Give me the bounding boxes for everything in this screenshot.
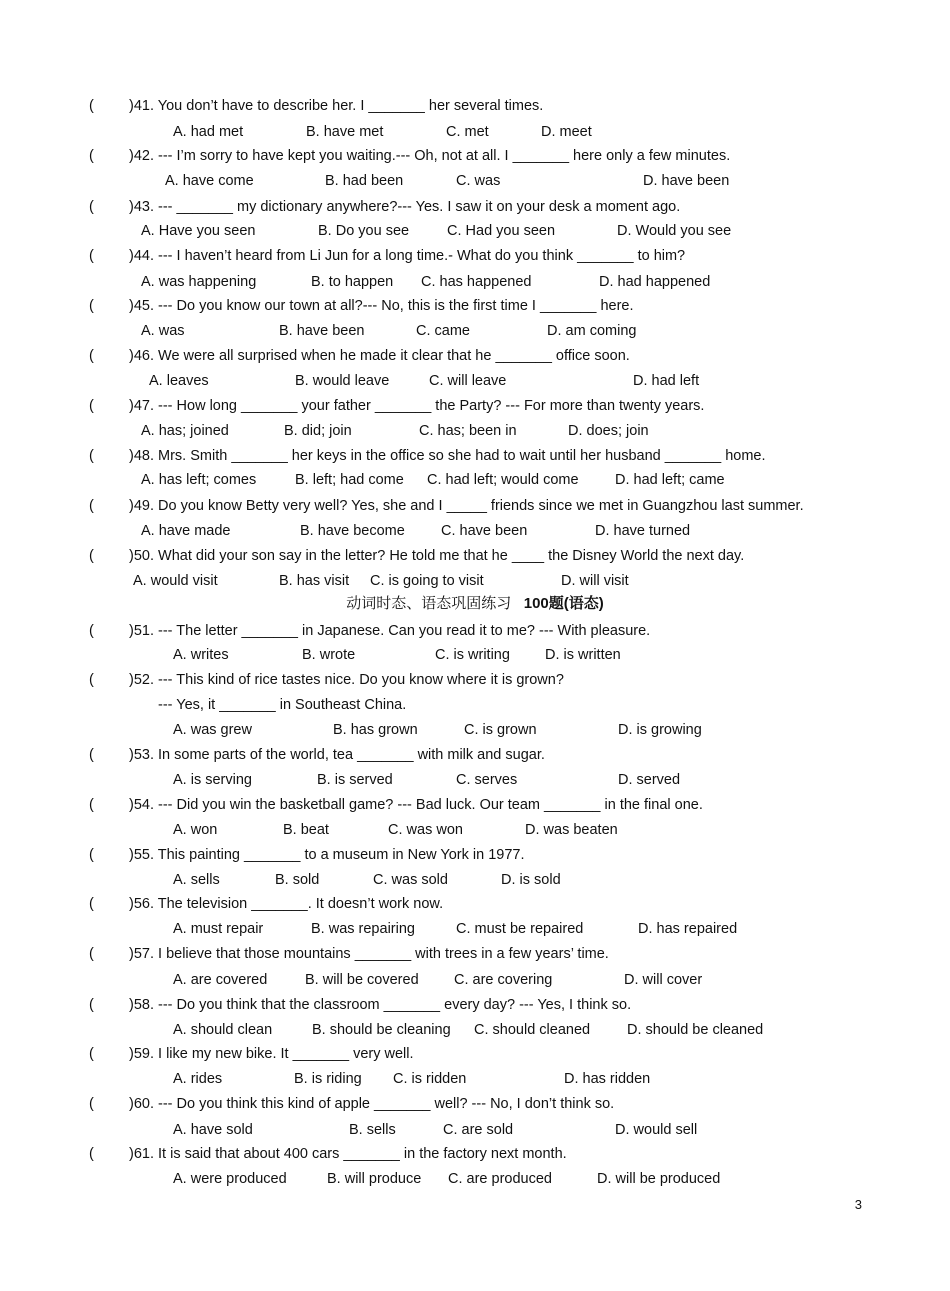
option-a: A. sells [173,872,220,888]
option-b: B. sold [275,872,320,888]
question-text: )42. --- I’m sorry to have kept you waiting.--- Oh, not at all. I _______ here only a few minutes. [129,148,731,164]
question-49: ( )49. Do you know Betty very well? Yes, she and I _____ friends since we met in Guangzhou last summer. [89,498,804,514]
option-a: A. must repair [173,921,264,937]
option-b: B. is served [317,772,393,788]
question-text: )60. --- Do you think this kind of apple _______ well? --- No, I don’t think so. [129,1096,615,1112]
option-d: D. is written [545,647,621,663]
question-text: )55. This painting _______ to a museum in New York in 1977. [129,847,525,863]
question-55: ( )55. This painting _______ to a museum in New York in 1977. [89,847,525,863]
option-a: A. should clean [173,1022,273,1038]
option-d: D. will cover [624,972,703,988]
question-text: )53. In some parts of the world, tea _______ with milk and sugar. [129,747,545,763]
question-text: )46. We were all surprised when he made it clear that he _______ office soon. [129,348,630,364]
option-d: D. has ridden [564,1071,651,1087]
question-54: ( )54. --- Did you win the basketball game? --- Bad luck. Our team _______ in the final one. [89,797,703,813]
option-b: B. wrote [302,647,356,663]
option-b: B. is riding [294,1071,362,1087]
option-d: D. Would you see [617,223,732,239]
question-43: ( )43. --- _______ my dictionary anywhere?--- Yes. I saw it on your desk a moment ago. [89,199,681,215]
option-b: B. beat [283,822,329,838]
option-d: D. will be produced [597,1171,721,1187]
option-b: B. sells [349,1122,396,1138]
question-47: ( )47. --- How long _______ your father _______ the Party? --- For more than twenty years. [89,398,705,414]
option-a: A. have sold [173,1122,253,1138]
option-d: D. had left; came [615,472,725,488]
option-b: B. have been [279,323,365,339]
option-a: A. rides [173,1071,223,1087]
question-59: ( )59. I like my new bike. It _______ very well. [89,1046,414,1062]
question-text: )47. --- How long _______ your father _______ the Party? --- For more than twenty years. [129,398,705,414]
option-c: C. came [416,323,470,339]
option-a: A. was grew [173,722,252,738]
option-b: B. will be covered [305,972,419,988]
option-a: A. would visit [133,573,218,589]
option-c: C. has happened [421,274,532,290]
option-c: C. is ridden [393,1071,467,1087]
option-d: D. has repaired [638,921,738,937]
option-c: C. are produced [448,1171,552,1187]
option-c: C. was won [388,822,463,838]
question-61: ( )61. It is said that about 400 cars _______ in the factory next month. [89,1146,567,1162]
option-c: C. is grown [464,722,537,738]
option-c: C. have been [441,523,528,539]
question-58: ( )58. --- Do you think that the classroom _______ every day? --- Yes, I think so. [89,997,632,1013]
question-51: ( )51. --- The letter _______ in Japanese. Can you read it to me? --- With pleasure. [89,623,651,639]
option-d: D. does; join [568,423,649,439]
option-c: C. should cleaned [474,1022,591,1038]
question-60: ( )60. --- Do you think this kind of apple _______ well? --- No, I don’t think so. [89,1096,615,1112]
option-b: B. left; had come [295,472,404,488]
option-b: B. to happen [311,274,394,290]
option-b: B. would leave [295,373,390,389]
option-d: D. served [618,772,681,788]
question-text: )51. --- The letter _______ in Japanese. Can you read it to me? --- With pleasure. [129,623,651,639]
option-d: D. will visit [561,573,629,589]
option-c: C. is writing [435,647,510,663]
option-c: C. must be repaired [456,921,584,937]
question-50: ( )50. What did your son say in the letter? He told me that he ____ the Disney World the next day. [89,548,745,564]
option-c: C. serves [456,772,518,788]
option-c: C. was sold [373,872,448,888]
option-b: B. have met [306,124,384,140]
option-b: B. should be cleaning [312,1022,451,1038]
question-text: )49. Do you know Betty very well? Yes, she and I _____ friends since we met in Guangzhou last summer. [129,498,804,514]
question-53: ( )53. In some parts of the world, tea _______ with milk and sugar. [89,747,545,763]
option-c: C. has; been in [419,423,517,439]
question-text: )50. What did your son say in the letter? He told me that he ____ the Disney World the next day. [129,548,745,564]
option-b: B. did; join [284,423,352,439]
option-c: C. Had you seen [447,223,556,239]
option-b: B. had been [325,173,404,189]
question-57: ( )57. I believe that those mountains _______ with trees in a few years’ time. [89,946,609,962]
option-d: D. was beaten [525,822,618,838]
option-b: B. will produce [327,1171,422,1187]
option-a: A. is serving [173,772,252,788]
option-c: C. is going to visit [370,573,484,589]
question-text: )45. --- Do you know our town at all?--- No, this is the first time I _______ here. [129,298,634,314]
option-d: D. should be cleaned [627,1022,764,1038]
option-a: A. Have you seen [141,223,256,239]
question-text: )41. You don’t have to describe her. I _______ her several times. [129,98,544,114]
option-a: A. won [173,822,218,838]
option-a: A. had met [173,124,244,140]
question-48: ( )48. Mrs. Smith _______ her keys in the office so she had to wait until her husband _______ home. [89,448,766,464]
option-a: A. have made [141,523,231,539]
question-text: )59. I like my new bike. It _______ very well. [129,1046,414,1062]
option-c: C. will leave [429,373,507,389]
question-text: )61. It is said that about 400 cars _______ in the factory next month. [129,1146,567,1162]
option-c: C. are sold [443,1122,514,1138]
option-a: A. have come [165,173,254,189]
question-text: )56. The television _______. It doesn’t work now. [129,896,444,912]
option-d: D. is growing [618,722,702,738]
question-continuation: --- Yes, it _______ in Southeast China. [158,697,407,713]
option-d: D. have turned [595,523,691,539]
option-a: A. was [141,323,185,339]
option-a: A. were produced [173,1171,287,1187]
option-a: A. are covered [173,972,268,988]
option-c: C. met [446,124,489,140]
question-text: )44. --- I haven’t heard from Li Jun for a long time.- What do you think _______ to him? [129,248,686,264]
option-d: D. would sell [615,1122,698,1138]
option-d: D. had left [633,373,700,389]
option-b: B. have become [300,523,405,539]
question-44: ( )44. --- I haven’t heard from Li Jun for a long time.- What do you think _______ to him? [89,248,686,264]
option-a: A. leaves [149,373,209,389]
question-41: ( )41. You don’t have to describe her. I _______ her several times. [89,98,544,114]
question-text: )57. I believe that those mountains _______ with trees in a few years’ time. [129,946,609,962]
option-d: D. am coming [547,323,637,339]
question-text: )58. --- Do you think that the classroom _______ every day? --- Yes, I think so. [129,997,632,1013]
question-52: ( )52. --- This kind of rice tastes nice. Do you know where it is grown? [89,672,564,688]
option-b: B. has visit [279,573,350,589]
question-46: ( )46. We were all surprised when he made it clear that he _______ office soon. [89,348,630,364]
question-text: )43. --- _______ my dictionary anywhere?--- Yes. I saw it on your desk a moment ago. [129,199,681,215]
question-text: )52. --- This kind of rice tastes nice. Do you know where it is grown? [129,672,564,688]
option-c: C. was [456,173,501,189]
option-b: B. Do you see [318,223,410,239]
option-b: B. has grown [333,722,418,738]
question-56: ( )56. The television _______. It doesn’t work now. [89,896,444,912]
option-c: C. had left; would come [427,472,579,488]
question-text: )54. --- Did you win the basketball game? --- Bad luck. Our team _______ in the final one. [129,797,703,813]
question-text: )48. Mrs. Smith _______ her keys in the office so she had to wait until her husband _______ home. [129,448,766,464]
question-45: ( )45. --- Do you know our town at all?--- No, this is the first time I _______ here. [89,298,634,314]
option-c: C. are covering [454,972,553,988]
option-a: A. has; joined [141,423,229,439]
question-42: ( )42. --- I’m sorry to have kept you waiting.--- Oh, not at all. I _______ here only a few minutes. [89,148,731,164]
option-a: A. has left; comes [141,472,257,488]
section-heading: 动词时态、语态巩固练习 100题(语态) [346,595,604,612]
page-number: 3 [854,1197,862,1212]
option-d: D. is sold [501,872,561,888]
option-d: D. meet [541,124,592,140]
option-a: A. writes [173,647,229,663]
option-d: D. had happened [599,274,711,290]
option-b: B. was repairing [311,921,415,937]
option-a: A. was happening [141,274,257,290]
option-d: D. have been [643,173,730,189]
